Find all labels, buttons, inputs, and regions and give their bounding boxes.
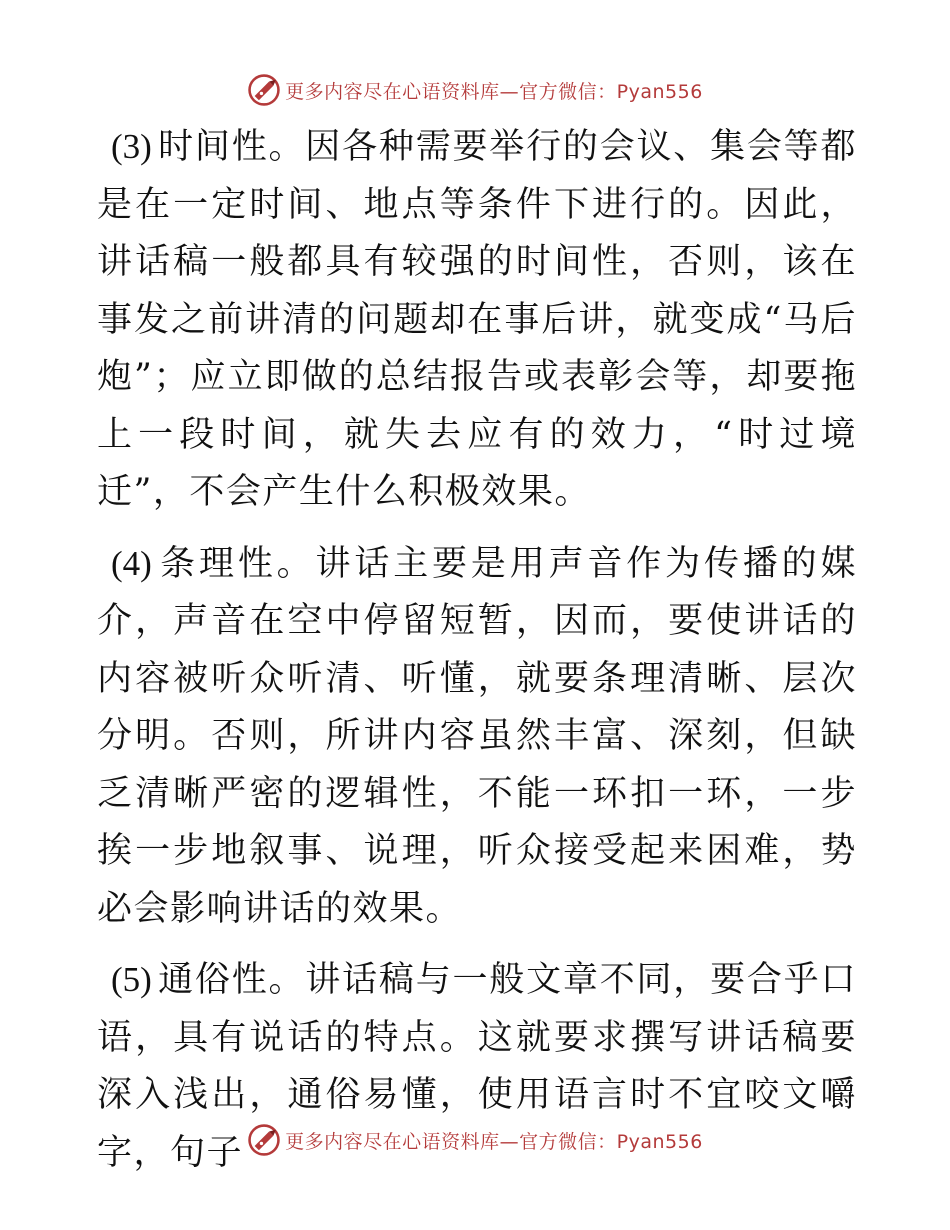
paragraph-text: 通俗性。讲话稿与一般文章不同，要合乎口语，具有说话的特点。这就要求撰写讲话稿要深入浅出，通俗易懂，使用语言时不宜咬文嚼字，句子: [97, 960, 857, 1173]
paragraph-number: (5): [111, 960, 152, 999]
paragraph-3: [97, 118, 857, 522]
paragraph-text: 时间性。因各种需要举行的会议、集会等都是在一定时间、地点等条件下进行的。因此，讲话稿一般都具有较强的时间性，否则，该在事发之前讲清的问题却在事后讲，就变成“马后炮”；应立即做的总结报告或表彰会等，却要拖上一段时间，就失去应有的效力，“时过境迁”，不会产生什么积极效果。: [97, 127, 857, 512]
paragraph-number: (4): [111, 543, 152, 583]
pen-nib-logo-icon: [247, 1123, 281, 1157]
footer-banner: [0, 1120, 950, 1160]
paragraph-number: (3): [111, 127, 152, 166]
pen-nib-logo-icon: [247, 73, 281, 107]
footer-banner-text: 更多内容尽在心语资料库—官方微信：Pyan556: [285, 1130, 703, 1153]
paragraph-4: [97, 535, 857, 939]
paragraph-text: 条理性。讲话主要是用声音作为传播的媒介，声音在空中停留短暂，因而，要使讲话的内容被听众听清、听懂，就要条理清晰、层次分明。否则，所讲内容虽然丰富、深刻，但缺乏清晰严密的逻辑性，不能一环扣一环，一步挨一步地叙事、说理，听众接受起来困难，势必会影响讲话的效果。: [97, 543, 857, 929]
header-banner: [0, 70, 950, 110]
header-banner-text: 更多内容尽在心语资料库—官方微信：Pyan556: [285, 80, 703, 103]
document-body: [97, 118, 857, 1195]
